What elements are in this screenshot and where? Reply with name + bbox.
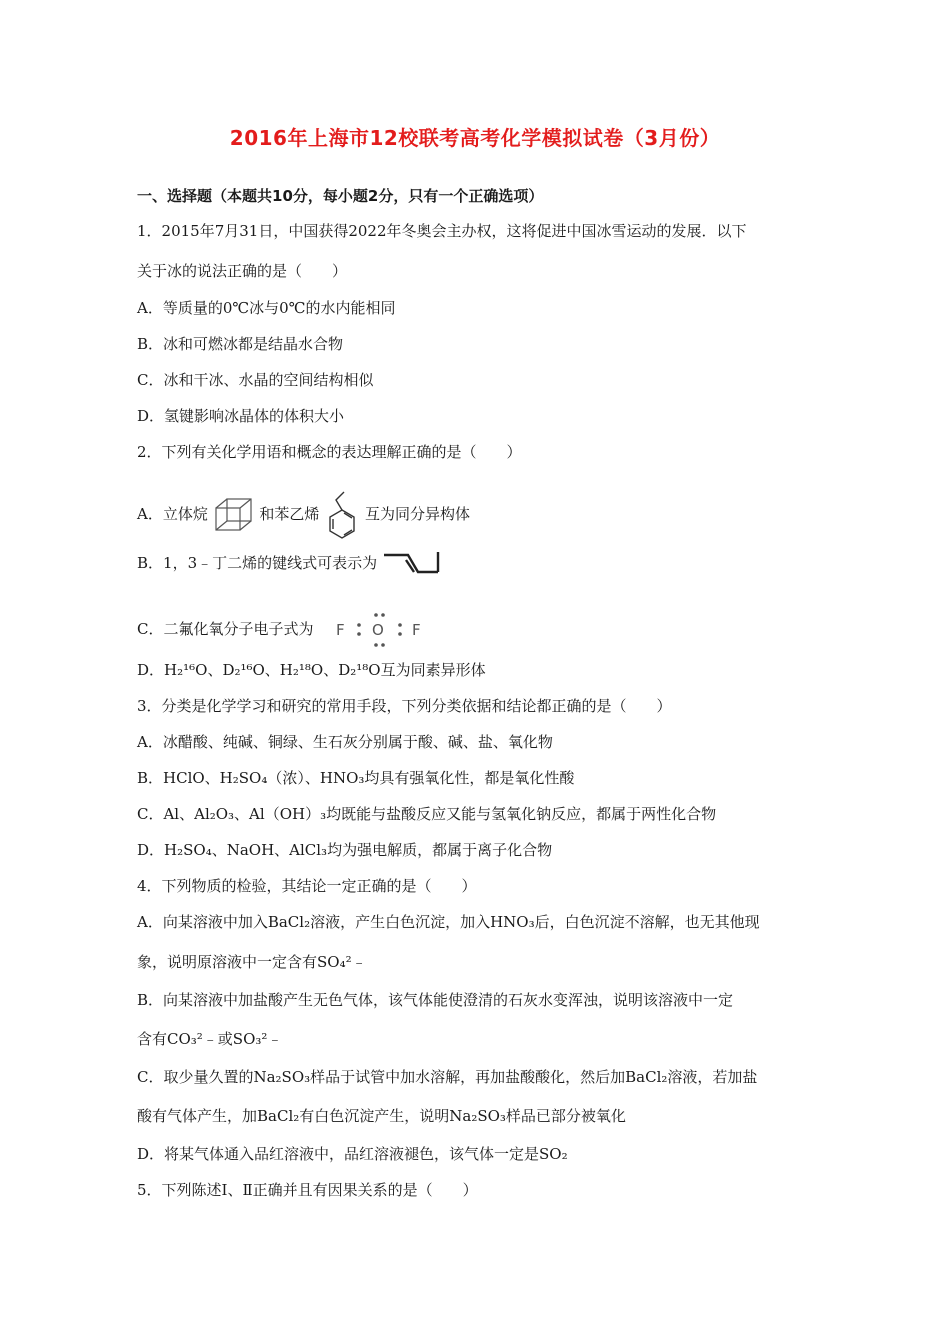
section-heading: 一、选择题（本题共10分，每小题2分，只有一个正确选项）: [137, 187, 544, 205]
q4-option-a-line1: A．向某溶液中加入BaCl₂溶液，产生白色沉淀，加入HNO₃后，白色沉淀不溶解，也无其他现: [137, 913, 760, 931]
q4-option-c-line2: 酸有气体产生，加BaCl₂有白色沉淀产生，说明Na₂SO₃样品已部分被氧化: [137, 1107, 626, 1125]
exam-title: 2016年上海市12校联考高考化学模拟试卷（3月份）: [229, 126, 721, 150]
q3-option-c: C．Al、Al₂O₃、Al（OH）₃均既能与盐酸反应又能与氢氧化钠反应，都属于两性化合物: [137, 805, 717, 823]
q2-option-c-text: C．二氟化氧分子电子式为: [137, 620, 314, 638]
q1-option-b: B．冰和可燃冰都是结晶水合物: [137, 335, 344, 353]
svg-text:O: O: [372, 621, 385, 639]
q2-option-d: D．H₂¹⁶O、D₂¹⁶O、H₂¹⁸O、D₂¹⁸O互为同素异形体: [137, 661, 486, 679]
q2-option-a-part1: A．立体烷: [137, 505, 208, 523]
q4-stem: 4．下列物质的检验，其结论一定正确的是（ ）: [137, 877, 477, 895]
q2-option-a: [137, 490, 470, 540]
q3-option-d: D．H₂SO₄、NaOH、AlCl₃均为强电解质，都属于离子化合物: [137, 841, 553, 859]
q4-option-c-line1: C．取少量久置的Na₂SO₃样品于试管中加水溶解，再加盐酸酸化，然后加BaCl₂溶液，若加盐: [137, 1068, 758, 1086]
q1-stem-line2: 关于冰的说法正确的是（ ）: [137, 262, 348, 280]
q3-option-a: A．冰醋酸、纯碱、铜绿、生石灰分别属于酸、碱、盐、氧化物: [137, 733, 553, 751]
q4-option-d: D．将某气体通入品红溶液中，品红溶液褪色，该气体一定是SO₂: [137, 1145, 568, 1163]
q5-stem: 5．下列陈述Ⅰ、Ⅱ正确并且有因果关系的是（ ）: [137, 1181, 478, 1199]
q1-option-c: C．冰和干冰、水晶的空间结构相似: [137, 371, 374, 389]
cubane-structure-image: [213, 496, 255, 534]
q4-option-a-line2: 象，说明原溶液中一定含有SO₄²﹣: [137, 953, 367, 971]
q4-option-b-line1: B．向某溶液中加盐酸产生无色气体，该气体能使澄清的石灰水变浑浊，说明该溶液中一定: [137, 991, 734, 1009]
svg-text:F: F: [336, 621, 345, 639]
q4-option-b-line2: 含有CO₃²﹣或SO₃²﹣: [137, 1030, 283, 1048]
q2-stem: 2．下列有关化学用语和概念的表达理解正确的是（ ）: [137, 443, 522, 461]
butadiene-skeletal-image: [382, 550, 440, 578]
svg-text:F: F: [412, 621, 421, 639]
of2-electron-formula-image: [332, 610, 428, 650]
q1-stem-line1: 1．2015年7月31日，中国获得2022年冬奥会主办权，这将促进中国冰雪运动的发展．以下: [137, 222, 747, 240]
q2-option-a-part2: 和苯乙烯: [259, 505, 320, 523]
q2-option-a-part3: 互为同分异构体: [364, 505, 470, 523]
q3-option-b: B．HClO、H₂SO₄（浓）、HNO₃均具有强氧化性，都是氧化性酸: [137, 769, 575, 787]
q2-option-c: [137, 610, 428, 650]
q3-stem: 3．分类是化学学习和研究的常用手段，下列分类依据和结论都正确的是（ ）: [137, 697, 672, 715]
styrene-structure-image: [324, 490, 360, 540]
q1-option-a: A．等质量的0℃冰与0℃的水内能相同: [137, 299, 396, 317]
q2-option-b: [137, 550, 440, 578]
q2-option-b-text: B．1，3﹣丁二烯的键线式可表示为: [137, 554, 378, 572]
q1-option-d: D．氢键影响冰晶体的体积大小: [137, 407, 345, 425]
